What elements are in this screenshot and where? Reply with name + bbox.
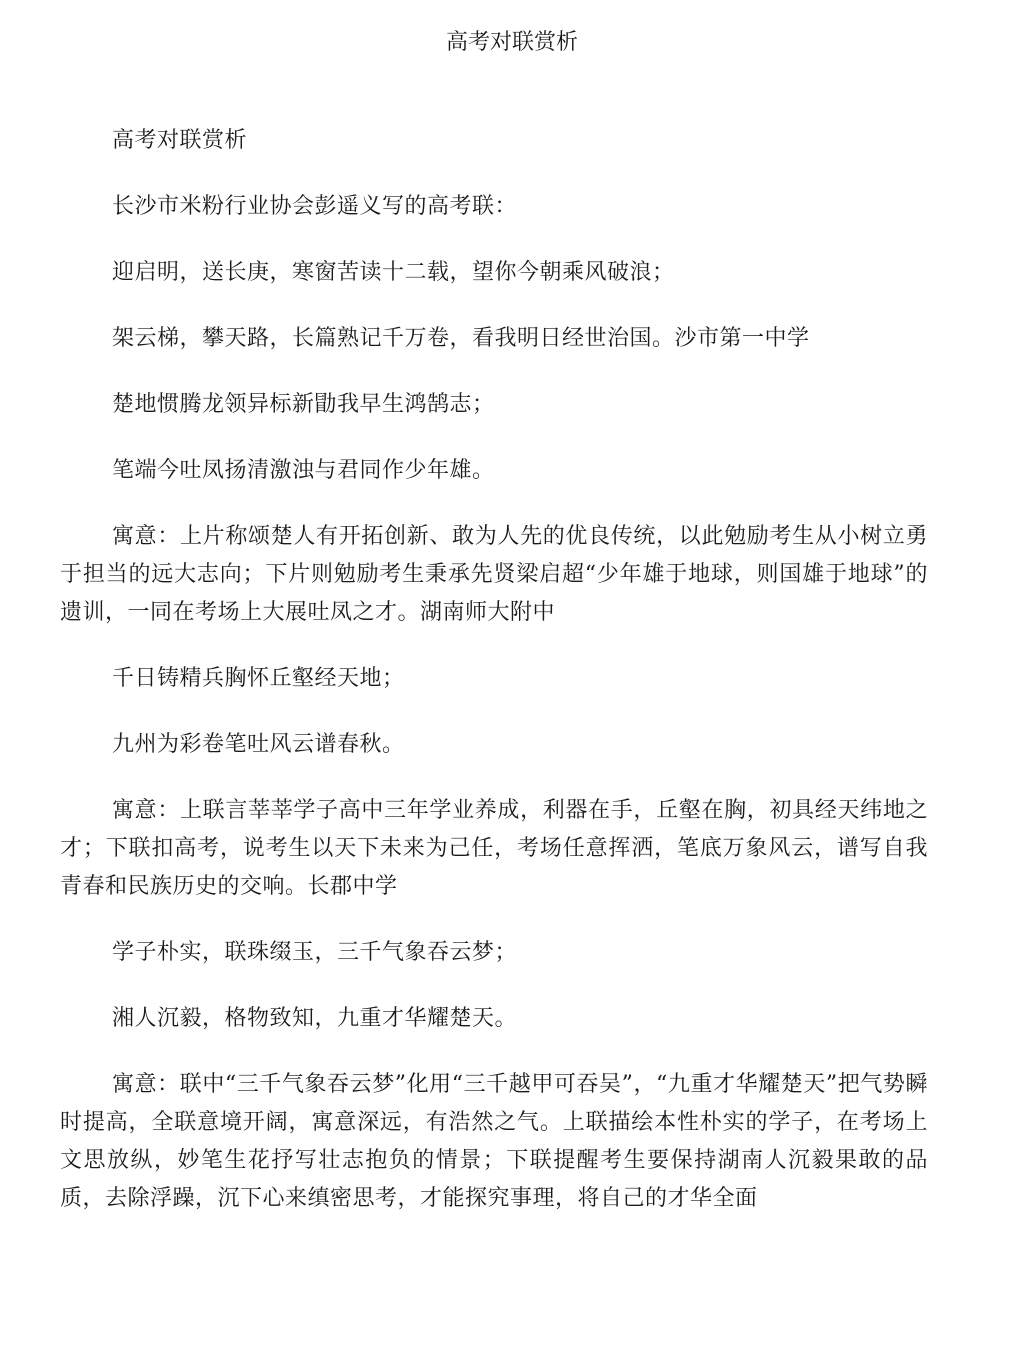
couplet-line: 湘人沉毅，格物致知，九重才华耀楚天。: [112, 1006, 518, 1031]
page-header-title: 高考对联赏析: [445, 30, 578, 55]
paragraph-title: 高考对联赏析: [112, 128, 248, 153]
meaning-paragraph: 寓意：上片称颂楚人有开拓创新、敢为人先的优良传统，以此勉励考生从小树立勇于担当的远大志向；下片则勉励考生秉承先贤梁启超“少年雄于地球，则国雄于地球”的遗训，一同在考场上大展吐凤之才。湖南师大附中: [60, 524, 928, 625]
couplet-line: 楚地惯腾龙领异标新勖我早生鸿鹄志；: [112, 392, 495, 417]
couplet-line: 学子朴实，联珠缀玉，三千气象吞云梦；: [112, 940, 518, 965]
paragraph-intro: 长沙市米粉行业协会彭遥义写的高考联：: [112, 194, 518, 219]
meaning-paragraph: 寓意：上联言莘莘学子高中三年学业养成，利器在手，丘壑在胸，初具经天纬地之才；下联扣高考，说考生以天下未来为己任，考场任意挥洒，笔底万象风云，谱写自我青春和民族历史的交响。长郡中学: [60, 798, 928, 899]
meaning-paragraph: 寓意：联中“三千气象吞云梦”化用“三千越甲可吞吴”，“九重才华耀楚天”把气势瞬时提高，全联意境开阔，寓意深远，有浩然之气。上联描绘本性朴实的学子，在考场上文思放纵，妙笔生花抒写壮志抱负的情景；下联提醒考生要保持湖南人沉毅果敢的品质，去除浮躁，沉下心来缜密思考，才能探究事理，将自己的才华全面: [60, 1072, 928, 1211]
couplet-line: 架云梯，攀天路，长篇熟记千万卷，看我明日经世治国。沙市第一中学: [112, 326, 810, 351]
couplet-line: 笔端今吐凤扬清激浊与君同作少年雄。: [112, 458, 495, 483]
document-body: [60, 122, 928, 1218]
couplet-line: 千日铸精兵胸怀丘壑经天地；: [112, 666, 405, 691]
couplet-line: 九州为彩卷笔吐风云谱春秋。: [112, 732, 405, 757]
couplet-line: 迎启明，送长庚，寒窗苦读十二载，望你今朝乘风破浪；: [112, 260, 675, 285]
